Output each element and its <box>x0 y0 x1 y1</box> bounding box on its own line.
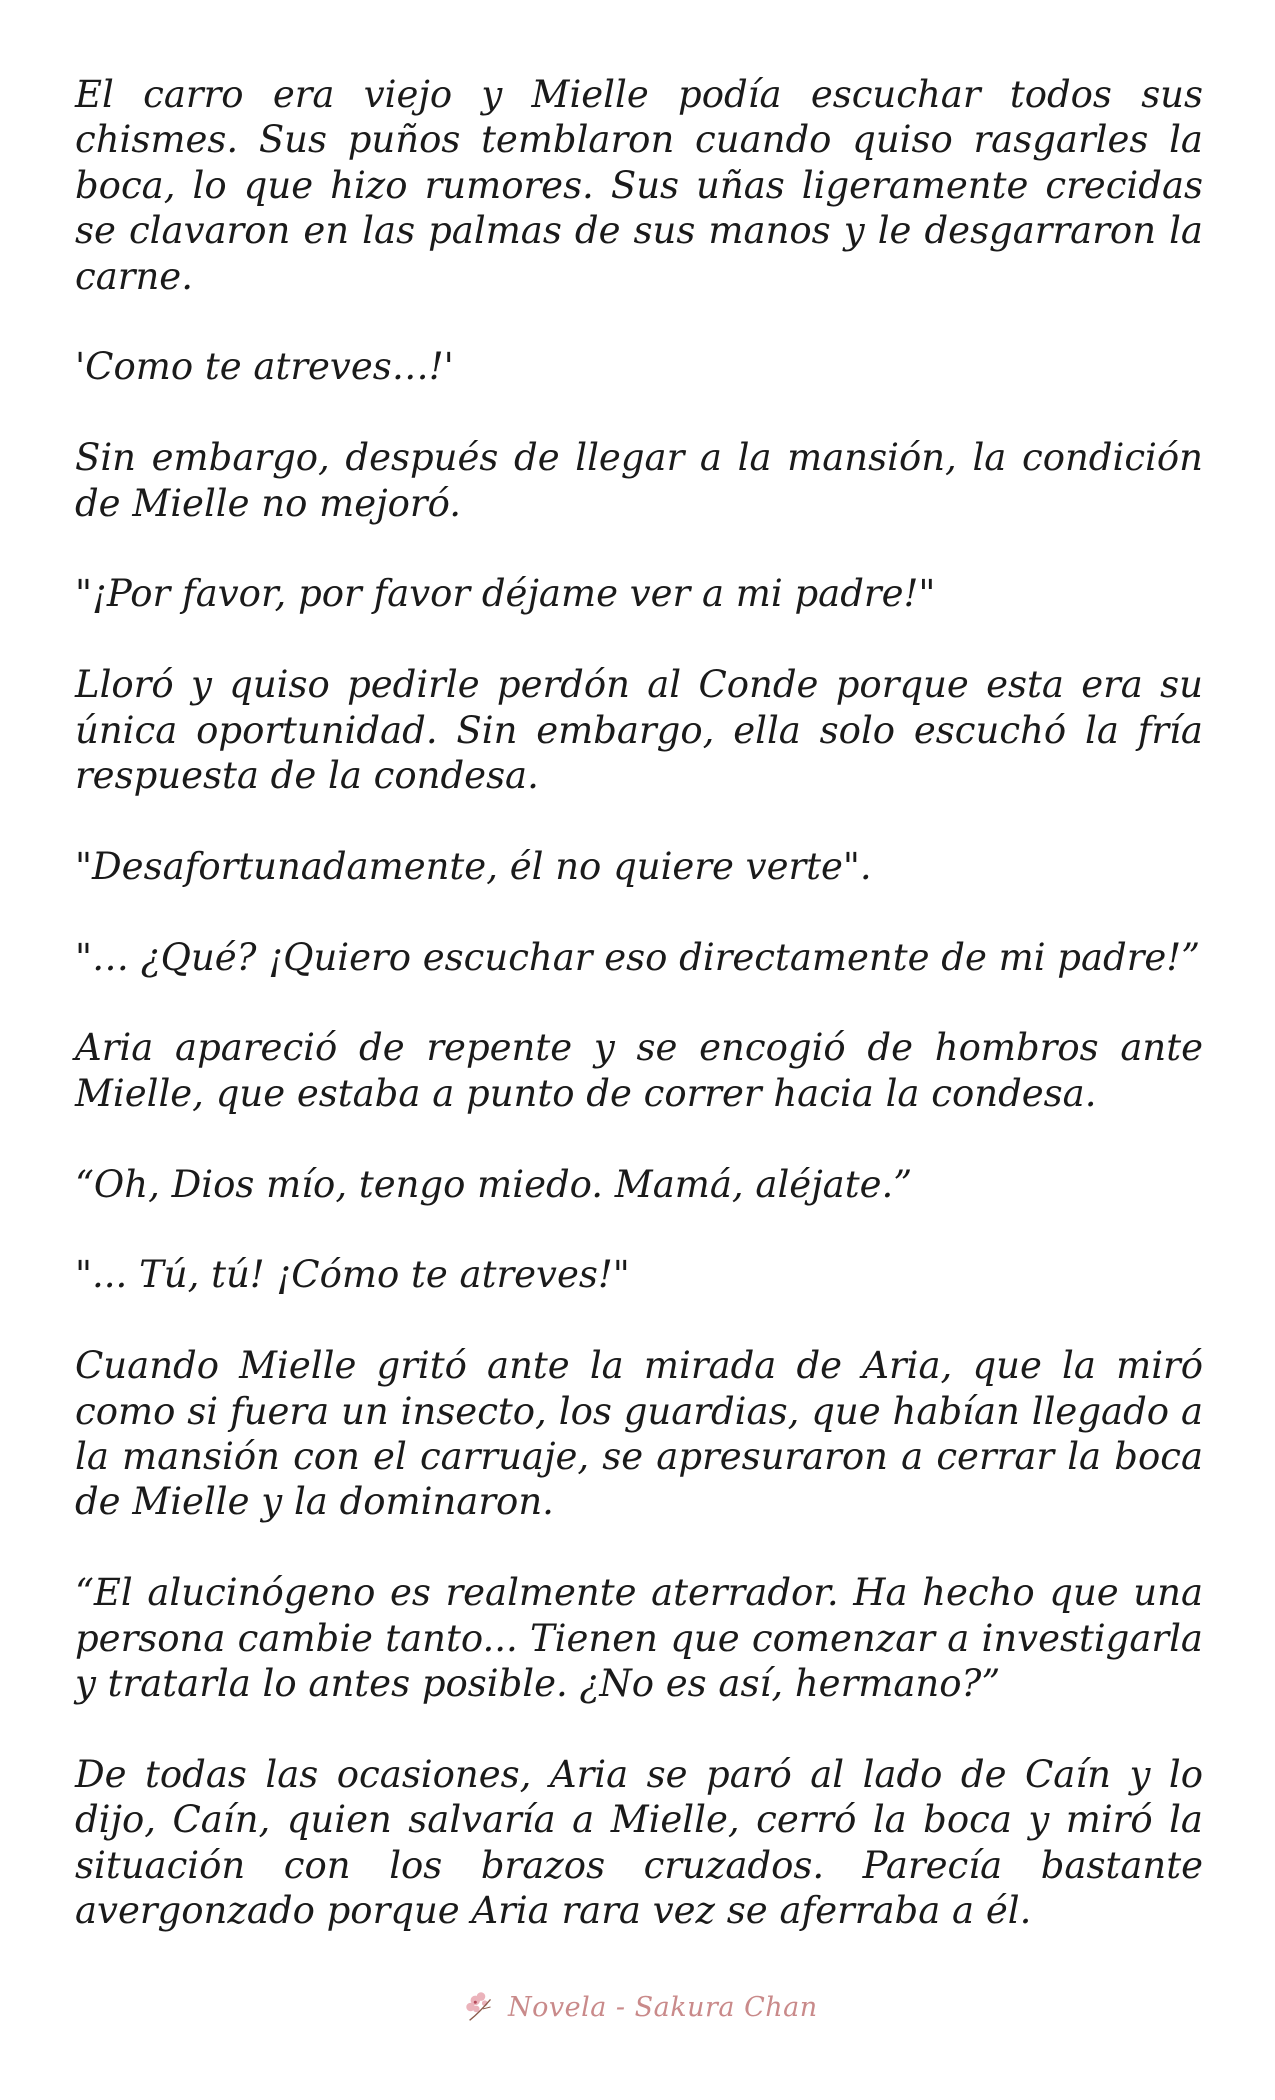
paragraph-8: Aria apareció de repente y se encogió de hombros ante Mielle, que estaba a punto de correr hacia la condesa. <box>75 1026 1203 1115</box>
paragraph-12: “El alucinógeno es realmente aterrador. Ha hecho que una persona cambie tanto... Tienen que comenzar a investigarla y tratarla lo antes posible. ¿No es así, hermano?” <box>75 1571 1203 1706</box>
paragraph-3: Sin embargo, después de llegar a la mansión, la condición de Mielle no mejoró. <box>75 436 1203 525</box>
paragraph-1: El carro era viejo y Mielle podía escuchar todos sus chismes. Sus puños temblaron cuando quiso rasgarles la boca, lo que hizo rumores. Sus uñas ligeramente crecidas se clavaron en las palmas de sus manos y le desgarraron la carne. <box>75 73 1203 298</box>
paragraph-5: Lloró y quiso pedirle perdón al Conde porque esta era su única oportunidad. Sin embargo, ella solo escuchó la fría respuesta de la condesa. <box>75 663 1203 798</box>
paragraph-10: "... Tú, tú! ¡Cómo te atreves!" <box>75 1253 630 1297</box>
paragraph-4: "¡Por favor, por favor déjame ver a mi padre!" <box>75 572 936 616</box>
paragraph-6: "Desafortunadamente, él no quiere verte". <box>75 844 872 888</box>
watermark-text: Novela - Sakura Chan <box>508 1991 818 2023</box>
paragraph-13: De todas las ocasiones, Aria se paró al lado de Caín y lo dijo, Caín, quien salvaría a Mielle, cerró la boca y miró la situación con los brazos cruzados. Parecía bastante avergonzado porque Aria rara vez se aferraba a él. <box>75 1752 1203 1933</box>
watermark <box>462 1985 818 2029</box>
document-body <box>75 72 1203 1979</box>
paragraph-2: 'Como te atreves…!' <box>75 345 454 389</box>
paragraph-11: Cuando Mielle gritó ante la mirada de Aria, que la miró como si fuera un insecto, los guardias, que habían llegado a la mansión con el carruaje, se apresuraron a cerrar la boca de Mielle y la dominaron. <box>75 1344 1203 1524</box>
sakura-flower-icon <box>462 1988 500 2026</box>
paragraph-9: “Oh, Dios mío, tengo miedo. Mamá, aléjate.” <box>75 1162 913 1206</box>
paragraph-7: "… ¿Qué? ¡Quiero escuchar eso directamente de mi padre!” <box>75 935 1201 979</box>
